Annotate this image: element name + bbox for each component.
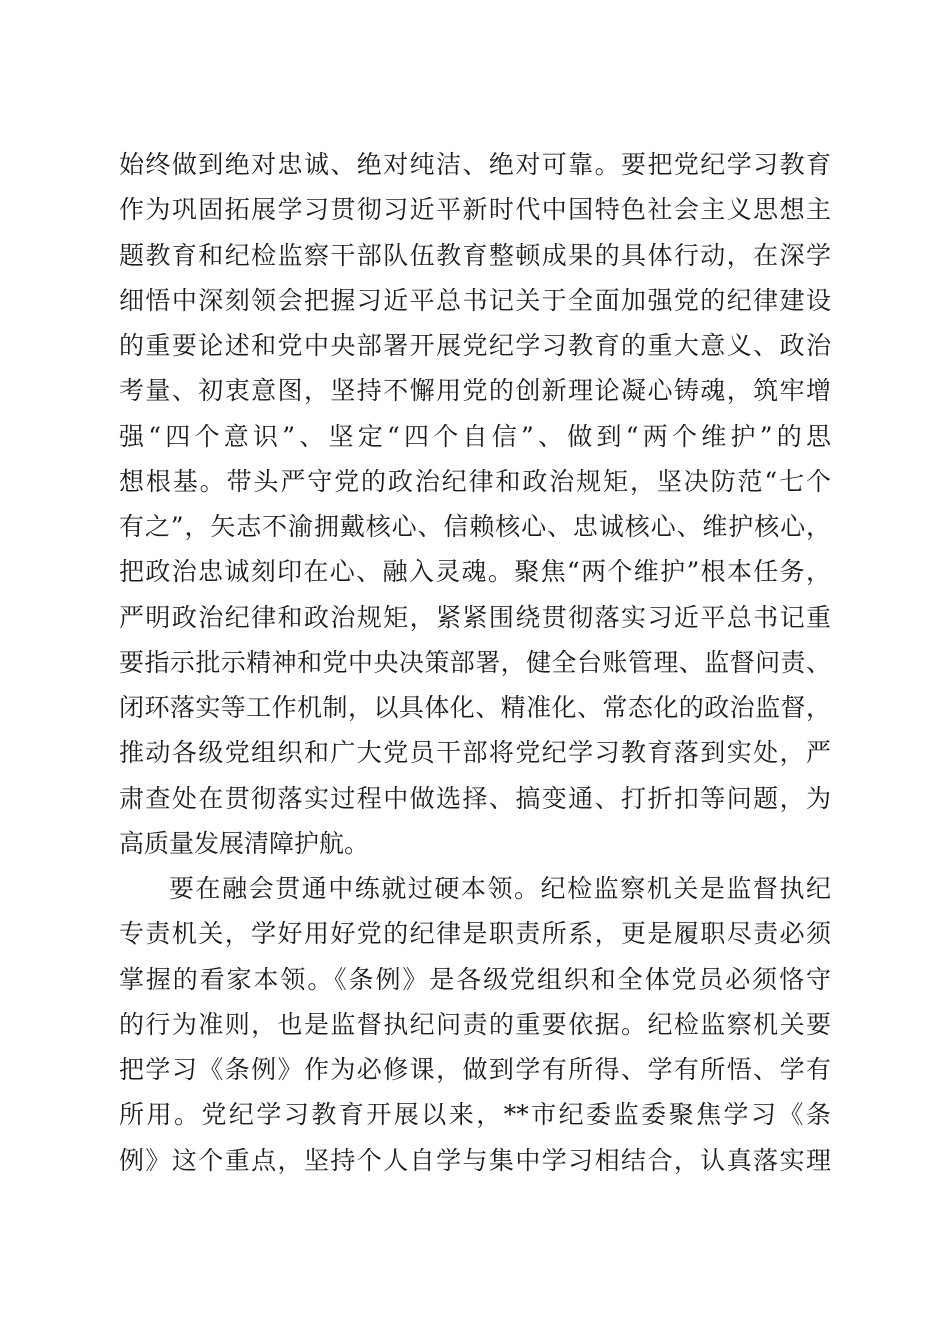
text-line: 把政治忠诚刻印在心、融入灵魂。聚焦“两个维护”根本任务， xyxy=(119,557,831,587)
text-line: 考量、初衷意图，坚持不懈用党的创新理论凝心铸魂，筑牢增 xyxy=(119,376,831,406)
text-line: 想根基。带头严守党的政治纪律和政治规矩，坚决防范“七个 xyxy=(119,466,831,496)
text-line: 所用。党纪学习教育开展以来，**市纪委监委聚焦学习《条 xyxy=(119,1100,831,1130)
text-line: 有之”，矢志不渝拥戴核心、信赖核心、忠诚核心、维护核心， xyxy=(119,512,831,541)
text-line: 把学习《条例》作为必修课，做到学有所得、学有所悟、学有 xyxy=(119,1055,831,1084)
text-line: 闭环落实等工作机制，以具体化、精准化、常态化的政治监督， xyxy=(119,693,831,722)
text-line: 严明政治纪律和政治规矩，紧紧围绕贯彻落实习近平总书记重 xyxy=(119,602,831,632)
paragraph-2 xyxy=(119,866,831,1183)
text-line: 要指示批示精神和党中央决策部署，健全台账管理、监督问责、 xyxy=(119,647,831,677)
text-line: 题教育和纪检监察干部队伍教育整顿成果的具体行动，在深学 xyxy=(119,240,831,270)
text-line: 专责机关，学好用好党的纪律是职责所系，更是履职尽责必须 xyxy=(119,919,831,949)
text-line: 始终做到绝对忠诚、绝对纯洁、绝对可靠。要把党纪学习教育 xyxy=(119,150,831,179)
text-line: 推动各级党组织和广大党员干部将党纪学习教育落到实处，严 xyxy=(119,738,831,768)
text-line: 掌握的看家本领。《条例》是各级党组织和全体党员必须恪守 xyxy=(119,964,831,994)
text-line: 肃查处在贯彻落实过程中做选择、搞变通、打折扣等问题，为 xyxy=(119,783,831,813)
text-line: 作为巩固拓展学习贯彻习近平新时代中国特色社会主义思想主 xyxy=(119,195,831,225)
text-line: 要在融会贯通中练就过硬本领。纪检监察机关是监督执纪 xyxy=(169,874,831,903)
text-line: 细悟中深刻领会把握习近平总书记关于全面加强党的纪律建设 xyxy=(119,285,831,315)
document-body xyxy=(119,142,831,1183)
text-line: 的行为准则，也是监督执纪问责的重要依据。纪检监察机关要 xyxy=(119,1009,831,1039)
text-line: 的重要论述和党中央部署开展党纪学习教育的重大意义、政治 xyxy=(119,331,831,360)
text-line: 例》这个重点，坚持个人自学与集中学习相结合，认真落实理 xyxy=(119,1145,831,1175)
text-line: 高质量发展清障护航。 xyxy=(119,828,370,858)
text-line: 强“四个意识”、坚定“四个自信”、做到“两个维护”的思 xyxy=(119,421,831,451)
paragraph-1 xyxy=(119,142,831,866)
